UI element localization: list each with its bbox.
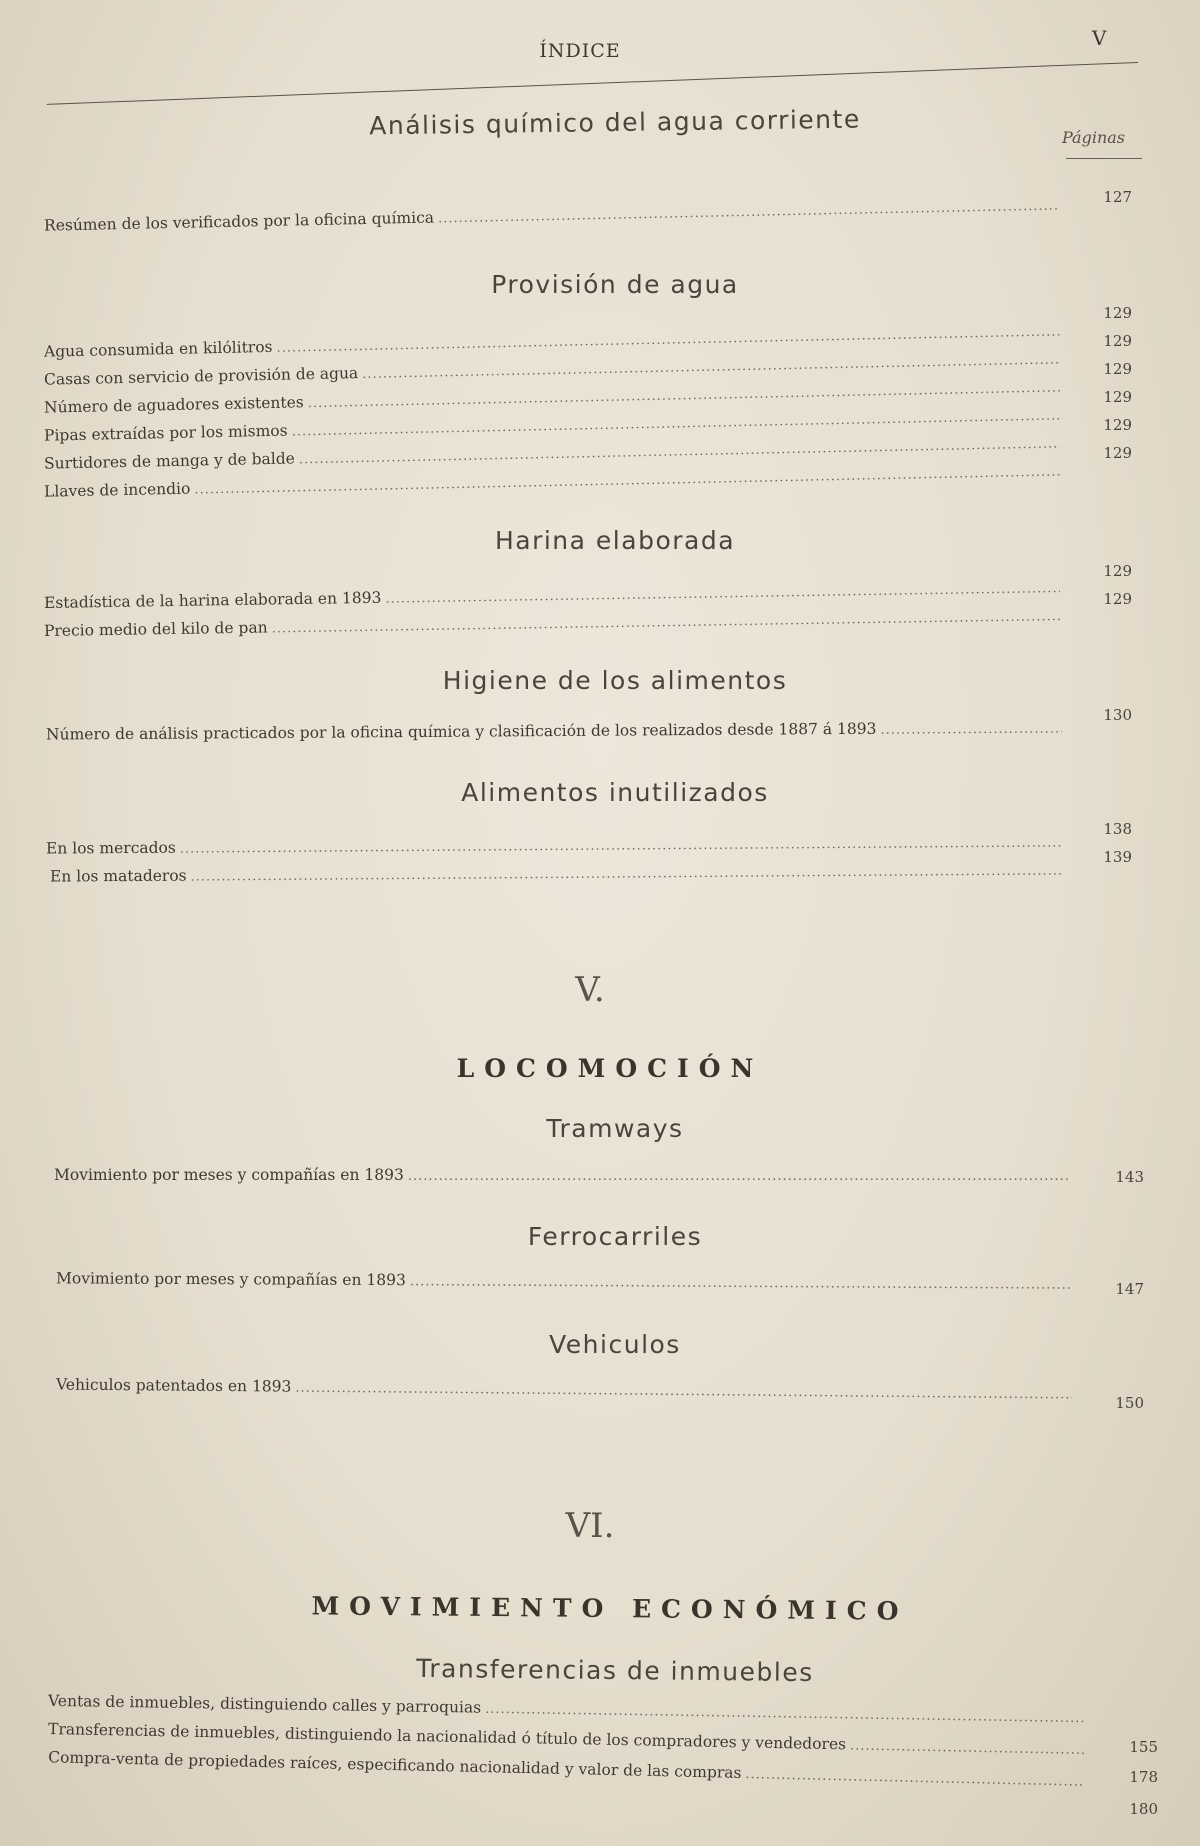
toc-entry-label: Precio medio del kilo de pan [43, 618, 268, 641]
toc-entry [46, 832, 1066, 863]
toc-entry-page: 129 [1103, 444, 1132, 462]
leader-dots [850, 1738, 1084, 1757]
toc-entry-page: 129 [1103, 416, 1132, 434]
toc-entry-label: Vehiculos patentados en 1893 [55, 1375, 292, 1396]
leader-dots [295, 1381, 1072, 1403]
leader-dots [410, 1274, 1072, 1292]
toc-entry-page: 139 [1103, 848, 1132, 866]
toc-entry-page: 143 [1115, 1168, 1144, 1186]
toc-entry [56, 1376, 1076, 1409]
leader-dots [385, 581, 1060, 607]
toc-entry-page: 178 [1129, 1768, 1158, 1786]
toc-entry-label: Movimiento por meses y compañías en 1893 [55, 1269, 406, 1290]
section-title-ferrocarriles: Ferrocarriles [527, 1222, 703, 1251]
toc-entry [50, 860, 1066, 891]
toc-entry-label: Ventas de inmuebles, distinguiendo calles y parroquias [47, 1691, 482, 1717]
toc-entry-page: 155 [1129, 1738, 1158, 1756]
leader-dots [191, 863, 1062, 884]
toc-entry-label: Movimiento por meses y compañías en 1893 [54, 1166, 404, 1184]
toc-entry-label: Pipas extraídas por los mismos [43, 421, 288, 445]
chapter-number-vi: VI. [565, 1506, 615, 1546]
toc-entry-page: 138 [1103, 820, 1132, 838]
paginas-label: Páginas [1062, 128, 1125, 147]
toc-entry-label: Resúmen de los verificados por la oficina química [43, 208, 435, 235]
toc-entry-label: Transferencias de inmuebles, distinguiendo la nacionalidad ó título de los compradores y vendedores [47, 1720, 847, 1754]
toc-entry-page: 127 [1103, 188, 1132, 206]
toc-entry-page: 129 [1103, 360, 1132, 378]
chapter-title-locomocion: LOCOMOCIÓN [456, 1054, 764, 1083]
section-title-analisis: Análisis químico del agua corriente [369, 104, 861, 141]
section-title-vehiculos: Vehiculos [549, 1330, 681, 1359]
section-title-transferencias: Transferencias de inmuebles [416, 1653, 814, 1688]
header-rule [47, 62, 1138, 105]
header-page-number: V [1092, 26, 1107, 50]
leader-dots [408, 1169, 1070, 1184]
section-title-harina: Harina elaborada [494, 526, 736, 555]
section-title-provision: Provisión de agua [491, 270, 739, 299]
toc-entry-page: 129 [1103, 388, 1132, 406]
toc-entry-label: Llaves de incendio [43, 479, 191, 501]
section-title-tramways: Tramways [546, 1114, 684, 1143]
leader-dots [272, 609, 1060, 636]
toc-entry [54, 1166, 1074, 1190]
paginas-rule [1066, 158, 1142, 159]
toc-entry-label: En los mataderos [49, 866, 187, 886]
toc-entry-page: 129 [1103, 590, 1132, 608]
leader-dots [745, 1767, 1084, 1790]
section-title-alimentos-inutilizados: Alimentos inutilizados [461, 778, 769, 807]
toc-entry-label: Agua consumida en kilólitros [43, 337, 273, 361]
toc-entry-page: 150 [1115, 1394, 1144, 1412]
toc-entry-page: 129 [1103, 304, 1132, 322]
toc-entry-label: Compra-venta de propiedades raíces, especificando nacionalidad y valor de las compras [47, 1748, 742, 1782]
toc-entry [56, 1269, 1076, 1298]
leader-dots [485, 1702, 1084, 1726]
toc-entry-label: Número de aguadores existentes [43, 393, 304, 417]
leader-dots [180, 835, 1062, 856]
toc-entry-label: Surtidores de manga y de balde [43, 449, 296, 473]
toc-entry-page: 130 [1103, 706, 1132, 724]
toc-entry [46, 718, 1066, 749]
toc-entry-page: 129 [1103, 332, 1132, 350]
section-title-higiene: Higiene de los alimentos [442, 666, 788, 695]
toc-entry-page: 180 [1129, 1800, 1158, 1818]
toc-entry-label: Número de análisis practicados por la oficina química y clasificación de los realizados desde 1887 á 1893 [45, 719, 877, 744]
chapter-number-v: V. [575, 970, 605, 1010]
toc-entry-page: 147 [1115, 1280, 1144, 1298]
leader-dots [880, 721, 1062, 737]
toc-entry [44, 195, 1064, 240]
header-title: ÍNDICE [539, 40, 621, 62]
leader-dots [438, 198, 1060, 226]
toc-entry-label: En los mercados [45, 838, 176, 858]
toc-entry-label: Estadística de la harina elaborada en 1893 [43, 588, 382, 613]
toc-entry-page: 129 [1103, 562, 1132, 580]
chapter-title-movimiento-economico: MOVIMIENTO ECONÓMICO [311, 1591, 909, 1626]
toc-entry-label: Casas con servicio de provisión de agua [43, 364, 359, 389]
